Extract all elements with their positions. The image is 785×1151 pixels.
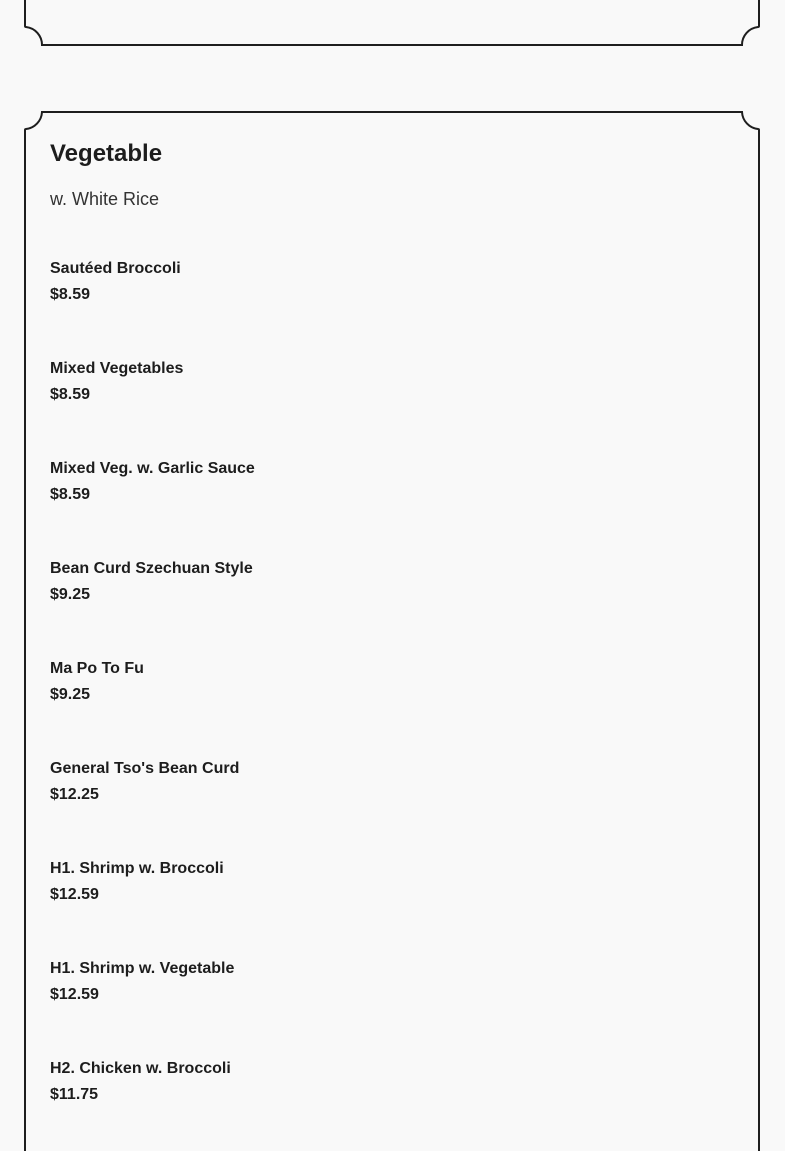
menu-item[interactable]	[50, 559, 450, 605]
menu-item-name: Ma Po To Fu	[50, 660, 144, 677]
section-subtitle: w. White Rice	[50, 189, 160, 209]
menu-item-price: $9.25	[50, 686, 91, 703]
menu-item-price: $11.75	[50, 1086, 99, 1103]
menu-item-price: $12.59	[50, 886, 99, 903]
menu-item-price: $12.25	[50, 786, 99, 803]
menu-item[interactable]	[50, 1059, 450, 1105]
menu-item[interactable]	[50, 259, 450, 305]
menu-item-price: $8.59	[50, 486, 91, 503]
menu-item[interactable]	[50, 359, 450, 405]
previous-menu-section-card	[24, 0, 760, 47]
menu-item-name: H2. Chicken w. Broccoli	[50, 1060, 231, 1077]
menu-item-name: H1. Shrimp w. Vegetable	[50, 960, 235, 977]
menu-item-price: $8.59	[50, 286, 91, 303]
menu-item[interactable]	[50, 859, 450, 905]
menu-item-name: General Tso's Bean Curd	[50, 760, 240, 777]
vegetable-menu-section-card	[24, 111, 760, 1151]
card-frame	[24, 0, 760, 47]
menu-item-price: $8.59	[50, 386, 91, 403]
menu-item-name: H1. Shrimp w. Broccoli	[50, 860, 224, 877]
menu-item-name: Sautéed Broccoli	[50, 260, 181, 277]
menu-item[interactable]	[50, 459, 450, 505]
menu-item-name: Bean Curd Szechuan Style	[50, 560, 253, 577]
menu-item[interactable]	[50, 759, 450, 805]
menu-item-price: $9.25	[50, 586, 91, 603]
menu-item-price: $12.59	[50, 986, 99, 1003]
menu-item-name: Mixed Veg. w. Garlic Sauce	[50, 460, 255, 477]
menu-item-name: Mixed Vegetables	[50, 360, 184, 377]
menu-item[interactable]	[50, 959, 450, 1005]
menu-item[interactable]	[50, 659, 450, 705]
section-title: Vegetable	[50, 140, 163, 167]
